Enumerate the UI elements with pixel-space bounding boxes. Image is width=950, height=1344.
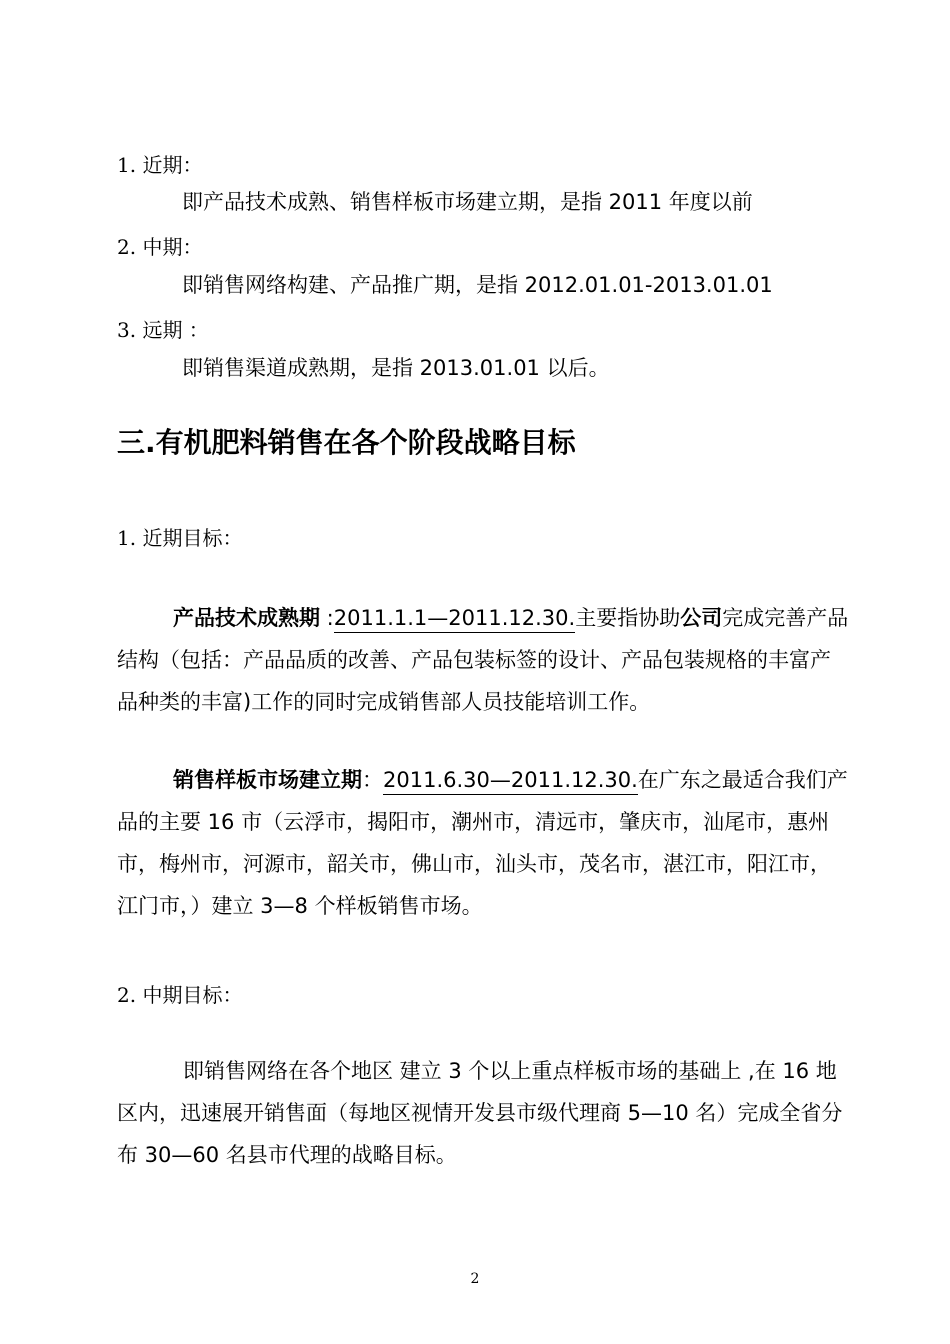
tech-maturity-text-b: 完成完善产品 xyxy=(722,606,849,630)
sample-market-line-3: 市，梅州市，河源市，韶关市，佛山市，汕头市，茂名市，湛江市，阳江市， xyxy=(117,852,831,876)
near-goal-label: 1. 近期目标： xyxy=(117,526,243,550)
mid-goal-line-3: 布 30—60 名县市代理的战略目标。 xyxy=(117,1143,457,1167)
tech-maturity-title: 产品技术成熟期 xyxy=(173,606,320,630)
phase-mid-description: 即销售网络构建、产品推广期，是指 2012.01.01-2013.01.01 xyxy=(182,273,773,297)
tech-maturity-dates: 2011.1.1—2011.12.30. xyxy=(334,606,575,633)
mid-goal-line-1: 即销售网络在各个地区 建立 3 个以上重点样板市场的基础上 ,在 16 地 xyxy=(183,1059,837,1083)
phase-near-label: 1. 近期： xyxy=(117,153,203,177)
phase-near-description: 即产品技术成熟、销售样板市场建立期，是指 2011 年度以前 xyxy=(182,190,753,214)
tech-maturity-line-3: 品种类的丰富)工作的同时完成销售部人员技能培训工作。 xyxy=(117,690,651,714)
page-number: 2 xyxy=(470,1271,480,1287)
phase-mid-label: 2. 中期： xyxy=(117,235,203,259)
mid-goal-paragraph xyxy=(117,1050,877,1176)
company-bold: 公司 xyxy=(680,606,723,630)
near-goal-paragraph-sample-market xyxy=(117,759,877,927)
section-heading: 三.有机肥料销售在各个阶段战略目标 xyxy=(117,426,576,459)
sample-market-line-1-rest: 在广东之最适合我们产 xyxy=(637,768,848,792)
sample-market-title: 销售样板市场建立期 xyxy=(173,768,362,792)
sample-market-separator: ： xyxy=(362,768,383,792)
tech-maturity-separator: : xyxy=(320,606,334,630)
sample-market-dates: 2011.6.30—2011.12.30. xyxy=(383,768,638,795)
near-goal-paragraph-tech xyxy=(117,597,877,723)
sample-market-line-2: 品的主要 16 市（云浮市，揭阳市，潮州市，清远市，肇庆市，汕尾市，惠州 xyxy=(117,810,830,834)
phase-far-label: 3. 远期 ： xyxy=(117,318,209,342)
tech-maturity-line-2: 结构（包括：产品品质的改善、产品包装标签的设计、产品包装规格的丰富产 xyxy=(117,648,831,672)
tech-maturity-text-a: 主要指协助 xyxy=(575,606,681,630)
mid-goal-line-2: 区内，迅速展开销售面（每地区视情开发县市级代理商 5—10 名）完成全省分 xyxy=(117,1101,843,1125)
phase-far-description: 即销售渠道成熟期，是指 2013.01.01 以后。 xyxy=(182,356,610,380)
sample-market-line-4: 江门市，）建立 3—8 个样板销售市场。 xyxy=(117,894,483,918)
mid-goal-label: 2. 中期目标： xyxy=(117,983,243,1007)
